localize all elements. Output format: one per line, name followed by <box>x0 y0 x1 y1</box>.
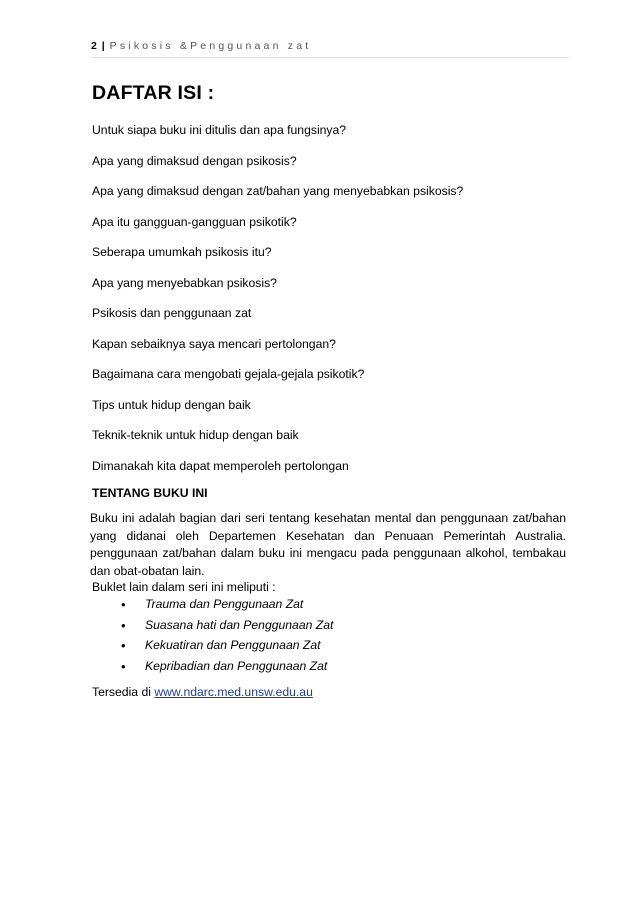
about-section-title: TENTANG BUKU INI <box>92 486 208 500</box>
toc-item: Apa yang dimaksud dengan zat/bahan yang menyebabkan psikosis? <box>92 184 464 198</box>
website-link[interactable]: www.ndarc.med.unsw.edu.au <box>154 685 313 699</box>
bullet-icon: • <box>121 638 126 654</box>
booklet-title: Kekuatiran dan Penggunaan Zat <box>145 638 321 653</box>
availability-prefix: Tersedia di <box>92 685 155 699</box>
bullet-icon: • <box>121 617 126 633</box>
table-of-contents <box>92 123 463 489</box>
page-number: 2 <box>91 40 97 52</box>
toc-item: Psikosis dan penggunaan zat <box>92 306 252 320</box>
booklet-item <box>121 597 333 612</box>
toc-item: Bagaimana cara mengobati gejala-gejala psikotik? <box>92 367 365 381</box>
booklet-item <box>121 638 333 653</box>
bullet-icon: • <box>121 597 126 612</box>
page-header <box>91 40 569 58</box>
toc-item: Teknik-teknik untuk hidup dengan baik <box>92 428 299 442</box>
toc-item: Apa itu gangguan-gangguan psikotik? <box>92 214 297 229</box>
booklet-title: Trauma dan Penggunaan Zat <box>145 597 304 611</box>
toc-item: Seberapa umumkah psikosis itu? <box>92 245 272 259</box>
availability-line <box>92 685 313 700</box>
toc-item: Apa yang dimaksud dengan psikosis? <box>92 153 297 168</box>
booklet-title: Suasana hati dan Penggunaan Zat <box>145 617 334 632</box>
toc-item: Tips untuk hidup dengan baik <box>92 397 251 412</box>
header-separator: | <box>101 40 105 52</box>
booklet-title: Kepribadian dan Penggunaan Zat <box>145 658 328 673</box>
toc-item: Apa yang menyebabkan psikosis? <box>92 275 277 290</box>
toc-item: Dimanakah kita dapat memperoleh pertolongan <box>92 458 349 473</box>
toc-item: Untuk siapa buku ini ditulis dan apa fungsinya? <box>92 123 347 137</box>
booklet-item <box>121 659 333 674</box>
bullet-icon: • <box>121 658 126 674</box>
booklet-lead: Buklet lain dalam seri ini meliputi : <box>92 580 276 594</box>
page-title: DAFTAR ISI : <box>92 82 215 104</box>
running-title: Psikosis &Penggunaan zat <box>109 40 312 52</box>
booklet-list <box>121 597 333 679</box>
booklet-item <box>121 618 333 633</box>
about-paragraph: Buku ini adalah bagian dari seri tentang kesehatan mental dan penggunaan zat/bahan yang didanai oleh Departemen Kesehatan dan Penuaan Pemerintah Australia. penggunaan zat/bahan dalam buku ini mengacu pada penggunaan alkohol, tembakau dan obat-obatan lain. <box>90 511 566 578</box>
toc-item: Kapan sebaiknya saya mencari pertolongan? <box>92 336 336 351</box>
